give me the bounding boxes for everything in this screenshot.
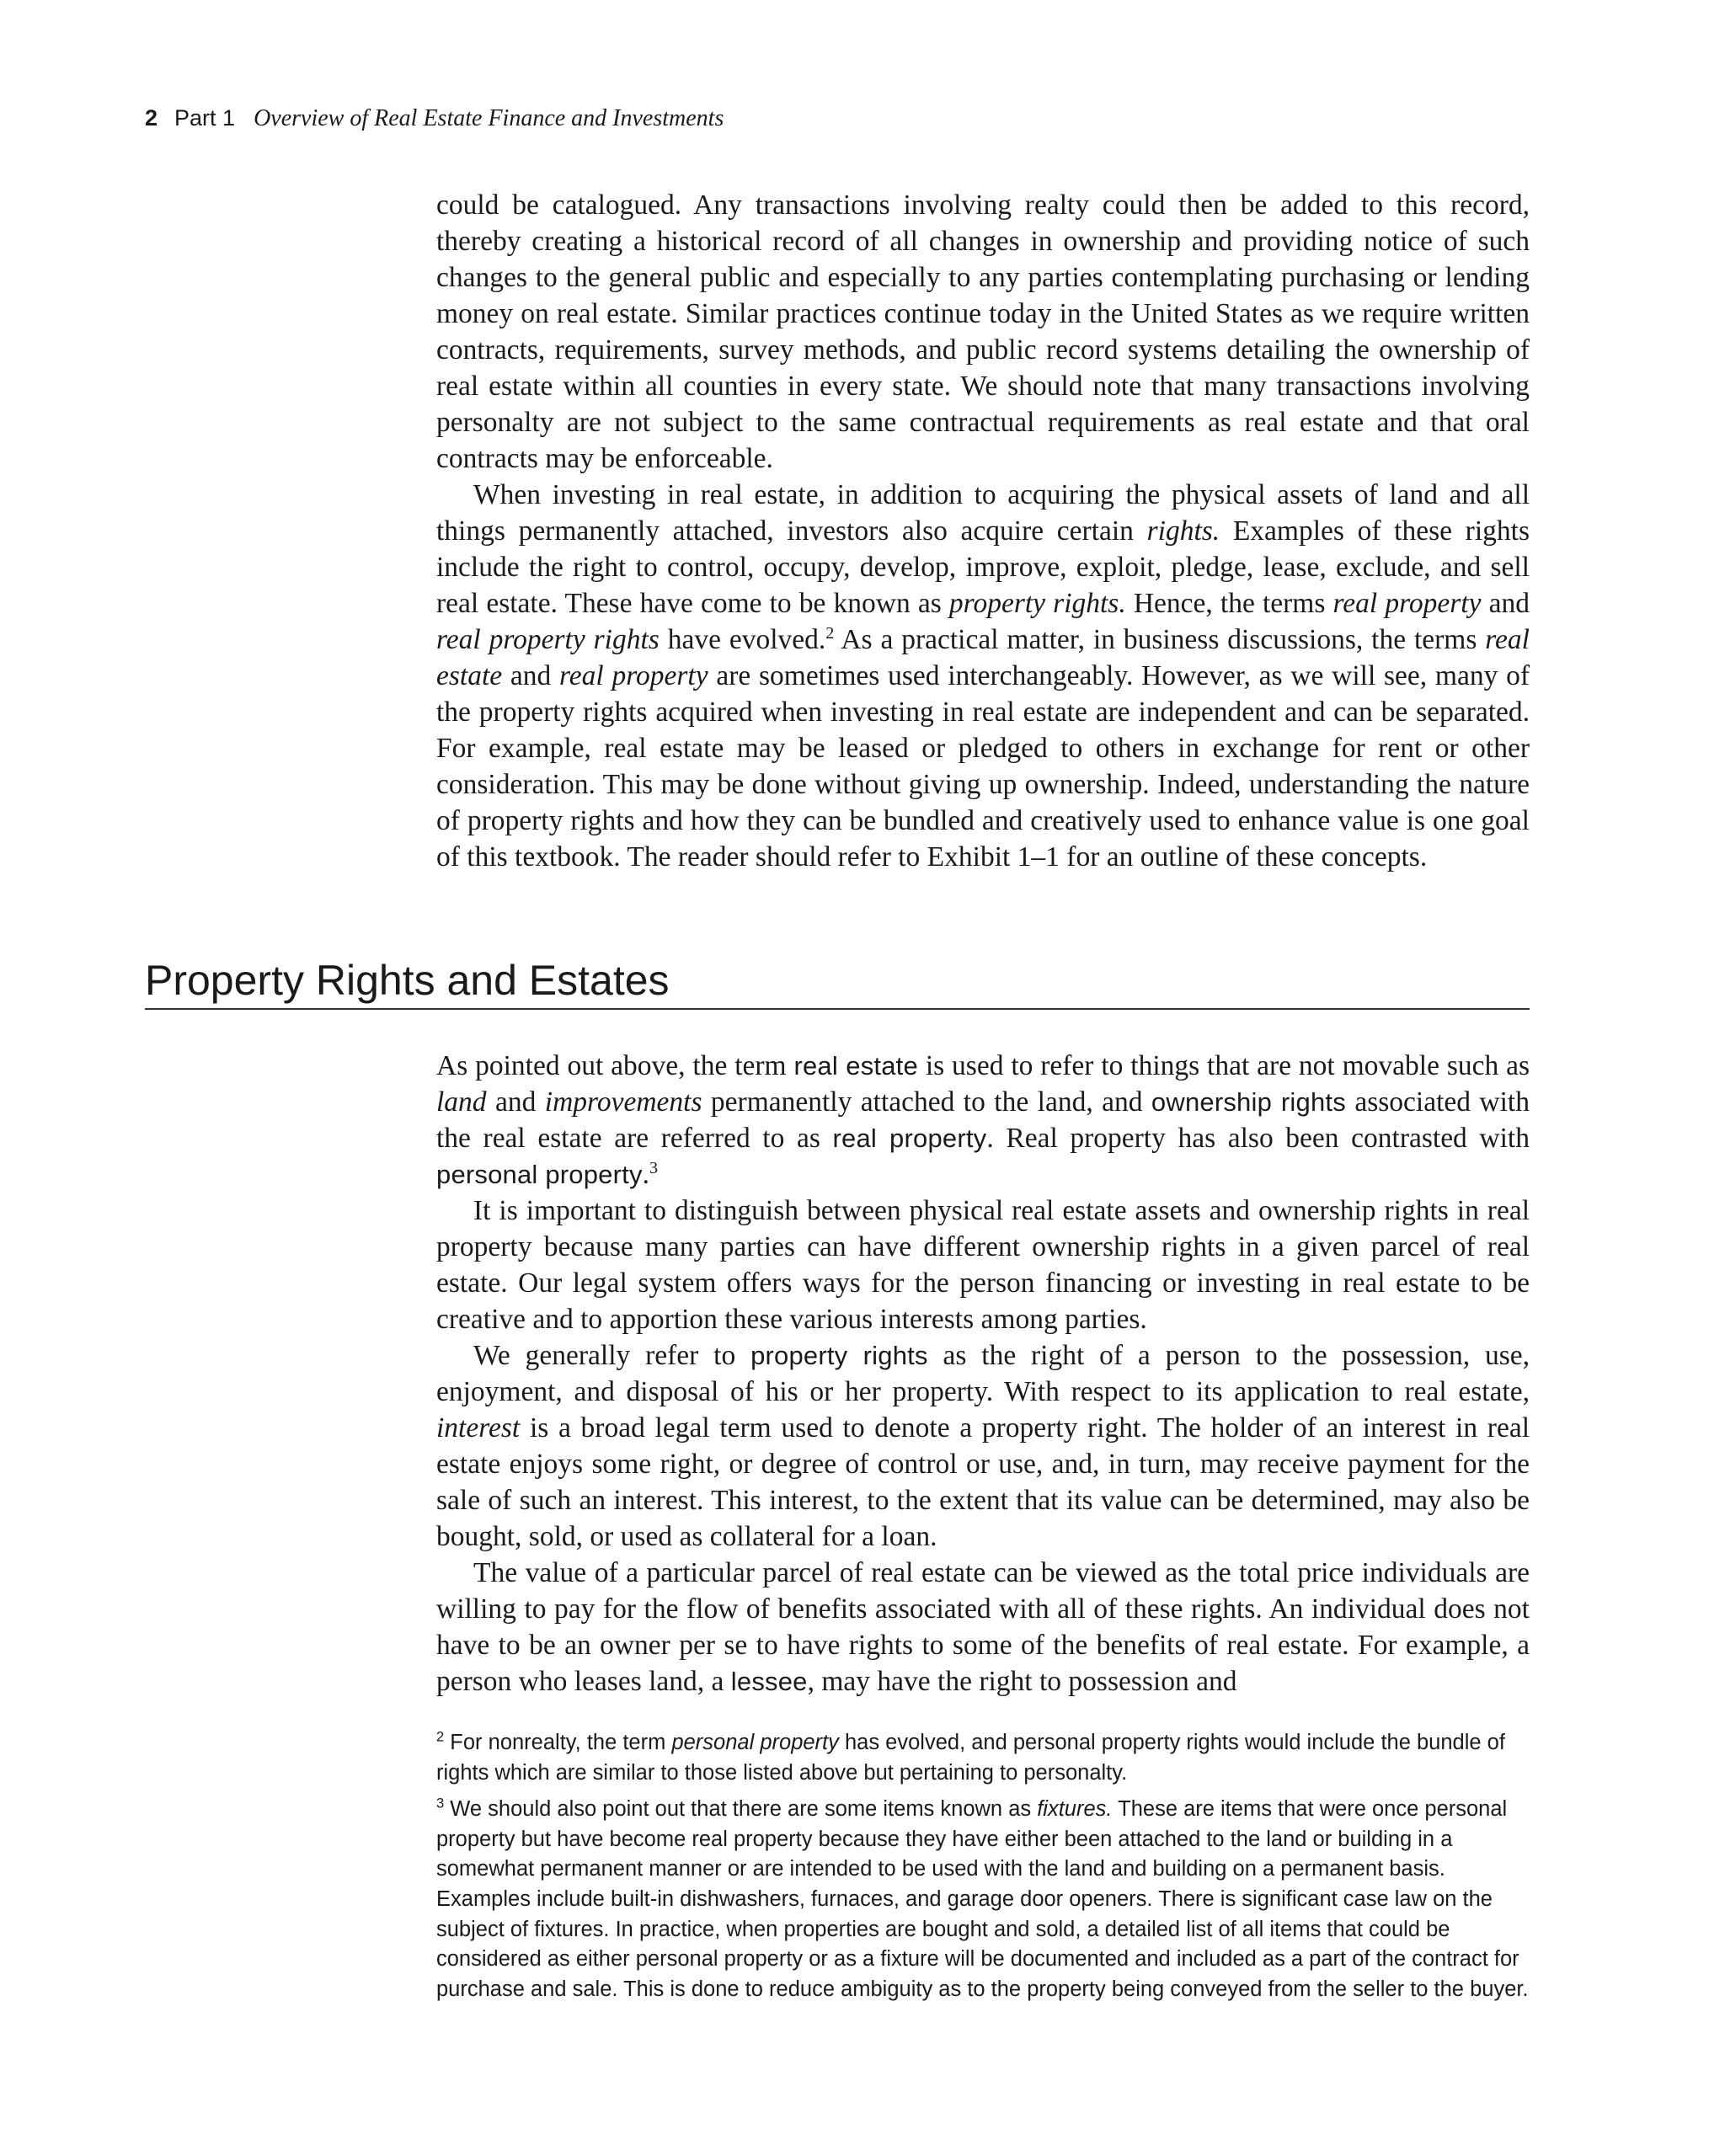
italic-term: land: [436, 1086, 487, 1118]
italic-term: personal property: [671, 1731, 839, 1754]
running-head: [145, 101, 724, 136]
paragraph: could be catalogued. Any transactions involving realty could then be added to this record, thereby creating a historical record of all changes in ownership and providing notice of such changes to the general public and especially to any parties contemplating purchasing or lending money on real estate. Similar practices continue today in the United States as we require written contracts, requirements, survey methods, and public record systems detailing the ownership of real estate within all counties in every state. We should note that many transactions involving personalty are not subject to the same contractual requirements as real estate and that oral contracts may be enforceable.: [436, 189, 1530, 474]
key-term: real property: [832, 1123, 987, 1153]
italic-term: real property: [1332, 588, 1482, 619]
key-term: ownership rights: [1151, 1087, 1346, 1117]
paragraph: The value of a particular parcel of real estate can be viewed as the total price individuals are willing to pay for the flow of benefits associated with all of these rights. An individual does not have to be an owner per se to have rights to some of the benefits of real estate. For example, a person who leases land, a lessee, may have the right to possession and: [436, 1557, 1530, 1697]
footnote-ref: 3: [649, 1158, 659, 1177]
footnotes: [436, 1728, 1530, 2011]
section-text-block: [436, 1048, 1530, 1700]
key-term: property rights: [750, 1341, 928, 1370]
footnote-mark: 2: [436, 1728, 445, 1745]
intro-text-block: [436, 187, 1530, 875]
key-term: real estate: [793, 1051, 918, 1081]
section-heading: Property Rights and Estates: [145, 953, 1530, 1010]
italic-term: fixtures.: [1037, 1797, 1113, 1822]
book-title: Overview of Real Estate Finance and Investments: [254, 105, 724, 131]
part-label: Part 1: [174, 105, 236, 131]
italic-term: real property: [559, 660, 708, 691]
italic-term: property rights.: [948, 588, 1126, 619]
paragraph: It is important to distinguish between physical real estate assets and ownership rights in real property because many parties can have different ownership rights in a given parcel of real estate. Our legal system offers ways for the person financing or investing in real estate to be creative and to apportion these various interests among parties.: [436, 1195, 1530, 1335]
footnote-2: $^2$ For nonrealty, the term personal property has evolved, and personal property rights would include the bundle of rights which are similar to those listed above but pertaining to personalty.: [436, 1728, 1505, 1785]
italic-term: improvements: [544, 1086, 702, 1118]
footnote-ref: 2: [825, 623, 835, 643]
footnote-3: $^3$ We should also point out that there are some items known as fixtures. These are items that were once personal property but have become real property because they have either been attached to the land or building in a somewhat permanent manner or are intended to be used with the land and building on a permanent basis. Examples include built-in dishwashers, furnaces, and garage door openers. There is significant case law on the subject of fixtures. In practice, when properties are bought and sold, a detailed list of all items that could be considered as either personal property or as a fixture will be documented and included as a part of the contract for purchase and sale. This is done to reduce ambiguity as to the property being conveyed from the seller to the buyer.: [436, 1795, 1529, 2001]
footnote-mark: 3: [436, 1795, 445, 1812]
italic-term: real estate: [436, 624, 1530, 691]
paragraph: As pointed out above, the term real estate is used to refer to things that are not movable such as land and improvements permanently attached to the land, and ownership rights associated with the real estate are referred to as real property. Real property has also been contrasted with personal property.$^3$: [436, 1050, 1530, 1190]
paragraph: We generally refer to property rights as the right of a person to the possession, use, enjoyment, and disposal of his or her property. With respect to its application to real estate, interest is a broad legal term used to denote a property right. The holder of an interest in real estate enjoys some right, or degree of control or use, and, in turn, may receive payment for the sale of such an interest. This interest, to the extent that its value can be determined, may also be bought, sold, or used as collateral for a loan.: [436, 1340, 1530, 1552]
paragraph: When investing in real estate, in addition to acquiring the physical assets of land and all things permanently attached, investors also acquire certain rights. Examples of these rights include the right to control, occupy, develop, improve, exploit, pledge, lease, exclude, and sell real estate. These have come to be known as property rights. Hence, the terms real property and real property rights have evolved.$^2$ As a practical matter, in business discussions, the terms real estate and real property are sometimes used interchangeably. However, as we will see, many of the property rights acquired when investing in real estate are independent and can be separated. For example, real estate may be leased or pledged to others in exchange for rent or other consideration. This may be done without giving up ownership. Indeed, understanding the nature of property rights and how they can be bundled and creatively used to enhance value is one goal of this textbook. The reader should refer to Exhibit 1–1 for an outline of these concepts.: [436, 479, 1530, 873]
italic-term: interest: [436, 1412, 521, 1444]
page-number: 2: [145, 105, 158, 131]
italic-term: real property rights: [436, 624, 660, 655]
key-term: lessee: [730, 1667, 808, 1696]
key-term: personal property: [436, 1160, 643, 1189]
italic-term: rights.: [1146, 515, 1220, 547]
